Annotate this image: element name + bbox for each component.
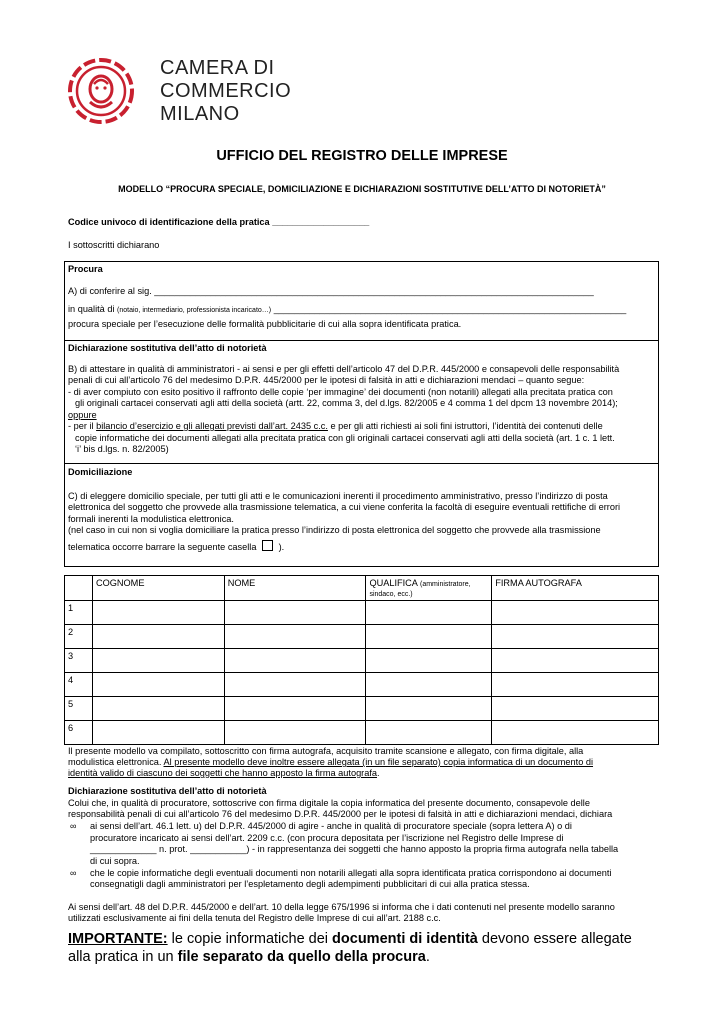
important-line-1 (68, 930, 632, 948)
row-number: 6 (65, 721, 93, 745)
privacy-line: utilizzati esclusivamente ai fini della tenuta del Registro delle Imprese di cui all’art. 2188 c.c. (68, 913, 441, 923)
notorieta-title: Dichiarazione sostitutiva dell’atto di notorietà (68, 343, 267, 353)
domiciliazione-checkbox[interactable] (262, 540, 273, 551)
firma-cell[interactable] (492, 673, 659, 697)
important-text: . (425, 949, 430, 965)
qualifica-cell[interactable] (366, 697, 492, 721)
org-line-3: MILANO (160, 103, 240, 125)
qualita-blank: _____________________________________________________________________ (273, 304, 627, 314)
casella-text: telematica occorre barrare la seguente casella (68, 542, 257, 552)
table-row (65, 697, 659, 721)
domiciliazione-line: C) di eleggere domicilio speciale, per tutti gli atti e le comunicazioni inerenti il procedimento amministrativo, presso l’indirizzo di posta (68, 491, 608, 501)
firma-cell[interactable] (492, 697, 659, 721)
row-number: 4 (65, 673, 93, 697)
page-title: UFFICIO DEL REGISTRO DELLE IMPRESE (216, 148, 508, 164)
dichiarazione-line: responsabilità penali di cui all’articolo 76 del medesimo D.P.R. 445/2000 per le ipotesi di falsità in atti e dichiarazioni mendaci, dichiara (68, 809, 613, 819)
bullet-line: di cui sopra. (90, 856, 140, 866)
bilancio-post: e per gli atti richiesti ai soli fini istruttori, l’identità dei contenuti delle (327, 421, 603, 431)
pratica-code-field[interactable]: Codice univoco di identificazione della pratica ___________________ (68, 217, 370, 227)
nome-cell[interactable] (224, 721, 366, 745)
nome-cell[interactable] (224, 625, 366, 649)
nome-cell[interactable] (224, 601, 366, 625)
cognome-cell[interactable] (92, 721, 224, 745)
org-line-2: COMMERCIO (160, 80, 292, 102)
firma-cell[interactable] (492, 721, 659, 745)
oppure-text: oppure (68, 410, 97, 420)
divider (64, 340, 659, 341)
dichiarazione-line: Colui che, in qualità di procuratore, sottoscrive con firma digitale la copia informatica del presente documento, consapevole delle (68, 798, 590, 808)
notorieta-line: B) di attestare in qualità di amministratori - ai sensi e per gli effetti dell’articolo 47 del D.P.R. 445/2000 e consapevoli delle responsabilità (68, 364, 620, 374)
signatures-table (64, 575, 659, 745)
table-row (65, 601, 659, 625)
important-text: devono essere allegate (477, 931, 632, 947)
notorieta-line: penali di cui all’articolo 76 del medesimo D.P.R. 445/2000 per le ipotesi di falsità in atti e dichiarazioni mendaci – quanto segue: (68, 375, 585, 385)
notorieta-line: - di aver compiuto con esito positivo il raffronto delle copie ‘per immagine’ dei documenti (non notarili) allegati alla precitata pratica con (68, 387, 613, 397)
firma-cell[interactable] (492, 601, 659, 625)
bullet-line: procuratore incaricato ai sensi dell’art. 2209 c.c. (con procura depositata per l’iscrizione nel Registro delle Imprese di (90, 833, 564, 843)
important-text: alla pratica in un (68, 949, 178, 965)
cognome-cell[interactable] (92, 673, 224, 697)
note-text: . (377, 768, 380, 778)
casella-end: ). (278, 542, 285, 552)
domiciliazione-line (68, 540, 284, 554)
form-subtitle: MODELLO “PROCURA SPECIALE, DOMICILIAZIONE E DICHIARAZIONI SOSTITUTIVE DELL’ATTO DI NOTORIETÀ” (118, 184, 606, 194)
header-qualifica (366, 576, 492, 601)
cognome-cell[interactable] (92, 625, 224, 649)
procura-sig-field[interactable]: A) di conferire al sig. ______________________________________________________________________________________ (68, 286, 594, 296)
header-firma: FIRMA AUTOGRAFA (492, 576, 659, 601)
important-text: le copie informatiche dei (167, 931, 333, 947)
qualifica-cell[interactable] (366, 721, 492, 745)
chamber-of-commerce-logo-icon (68, 58, 134, 124)
divider (64, 463, 659, 464)
important-notice (68, 930, 632, 966)
important-label: IMPORTANTE: (68, 931, 168, 947)
nome-cell[interactable] (224, 673, 366, 697)
firma-cell[interactable] (492, 625, 659, 649)
note-line (68, 757, 593, 769)
table-header-row (65, 576, 659, 601)
bullet-line: ai sensi dell’art. 46.1 lett. u) del D.P.R. 445/2000 di agire - anche in qualità di procuratore speciale (sopra lettera A) o di (90, 821, 572, 831)
org-line-1: CAMERA DI (160, 57, 275, 79)
row-number: 3 (65, 649, 93, 673)
notorieta-line: gli originali cartacei conservati agli atti della società (artt. 22, comma 3, del d.lgs. 82/2005 e 4 comma 1 del dpcm 13 novembre 2014); (75, 398, 618, 408)
header-cell (65, 576, 93, 601)
cognome-cell[interactable] (92, 601, 224, 625)
organization-name (160, 57, 291, 126)
header-cognome: COGNOME (92, 576, 224, 601)
qualifica-cell[interactable] (366, 625, 492, 649)
table-row (65, 649, 659, 673)
domiciliazione-line: (nel caso in cui non si voglia domiciliare la pratica presso l’indirizzo di posta elettronica del soggetto che provvede alla trasmissione (68, 525, 601, 535)
bullet-icon: ∞ (70, 821, 77, 831)
cognome-cell[interactable] (92, 649, 224, 673)
row-number: 1 (65, 601, 93, 625)
bilancio-underlined: bilancio d’esercizio e gli allegati previsti dall’art. 2435 c.c. (96, 421, 328, 431)
table-row (65, 673, 659, 697)
sottoscritti-text: I sottoscritti dichiarano (68, 240, 160, 250)
row-number: 5 (65, 697, 93, 721)
note-underlined: identità valido di ciascuno dei soggetti che hanno apposto la firma autografa (68, 768, 378, 778)
bullet-line: consegnatigli dagli amministratori per l’espletamento degli adempimenti pubblicitari di cui alla pratica stessa. (90, 879, 530, 889)
header-nome: NOME (224, 576, 366, 601)
cognome-cell[interactable] (92, 697, 224, 721)
notorieta-line: copie informatiche dei documenti allegati alla precitata pratica con gli originali cartacei conservati agli atti della società (art. 1 c. 1 lett. (75, 433, 615, 443)
important-bold: file separato da quello della procura (177, 949, 426, 965)
bullet-line: che le copie informatiche degli eventuali documenti non notarili allegati alla sopra identificata pratica corrispondono ai documenti (90, 868, 612, 878)
table-row (65, 625, 659, 649)
domiciliazione-line: elettronica del soggetto che provvede alla trasmissione telematica, a cui viene conferita la facoltà di eseguire eventuali rettifiche di errori (68, 502, 621, 512)
qualifica-cell[interactable] (366, 649, 492, 673)
qualifica-cell[interactable] (366, 673, 492, 697)
table-row (65, 721, 659, 745)
domiciliazione-line: formali inerenti la modulistica elettronica. (68, 514, 234, 524)
qualifica-hint: (amministratore, sindaco, ecc.) (369, 581, 471, 598)
firma-cell[interactable] (492, 649, 659, 673)
important-bold: documenti di identità (332, 931, 478, 947)
important-line-2 (68, 948, 632, 966)
note-text: modulistica elettronica. (68, 757, 164, 767)
bullet-line: _____________ n. prot. ___________) - in rappresentanza dei soggetti che hanno apposto la propria firma autografa nella tabella (90, 844, 619, 854)
procura-title: Procura (68, 264, 103, 274)
privacy-line: Ai sensi dell’art. 48 del D.P.R. 445/2000 e dell’art. 10 della legge 675/1996 si informa che i dati contenuti nel presente modello saranno (68, 902, 615, 912)
bullet-icon: ∞ (70, 868, 77, 878)
note-line: Il presente modello va compilato, sottoscritto con firma autografa, acquisito tramite scansione e allegato, con firma digitale, alla (68, 746, 584, 756)
qualita-hint: (notaio, intermediario, professionista incaricato…) (117, 307, 272, 314)
nome-cell[interactable] (224, 649, 366, 673)
domiciliazione-title: Domiciliazione (68, 467, 133, 477)
row-number: 2 (65, 625, 93, 649)
dichiarazione-title: Dichiarazione sostitutiva dell’atto di notorietà (68, 786, 267, 796)
qualita-prefix: in qualità di (68, 304, 115, 314)
note-underlined: Al presente modello deve inoltre essere allegata (in un file separato) copia informatica di un documento di (163, 757, 594, 767)
qualifica-cell[interactable] (366, 601, 492, 625)
procura-text: procura speciale per l’esecuzione delle formalità pubblicitarie di cui alla sopra identificata pratica. (68, 319, 462, 329)
notorieta-line: ‘i’ bis d.lgs. n. 82/2005) (75, 444, 169, 454)
bilancio-pre: - per il (68, 421, 97, 431)
notorieta-line (68, 421, 603, 433)
note-line (68, 768, 380, 780)
nome-cell[interactable] (224, 697, 366, 721)
qualifica-label: QUALIFICA (369, 578, 418, 588)
procura-qualita-field[interactable] (68, 304, 626, 317)
